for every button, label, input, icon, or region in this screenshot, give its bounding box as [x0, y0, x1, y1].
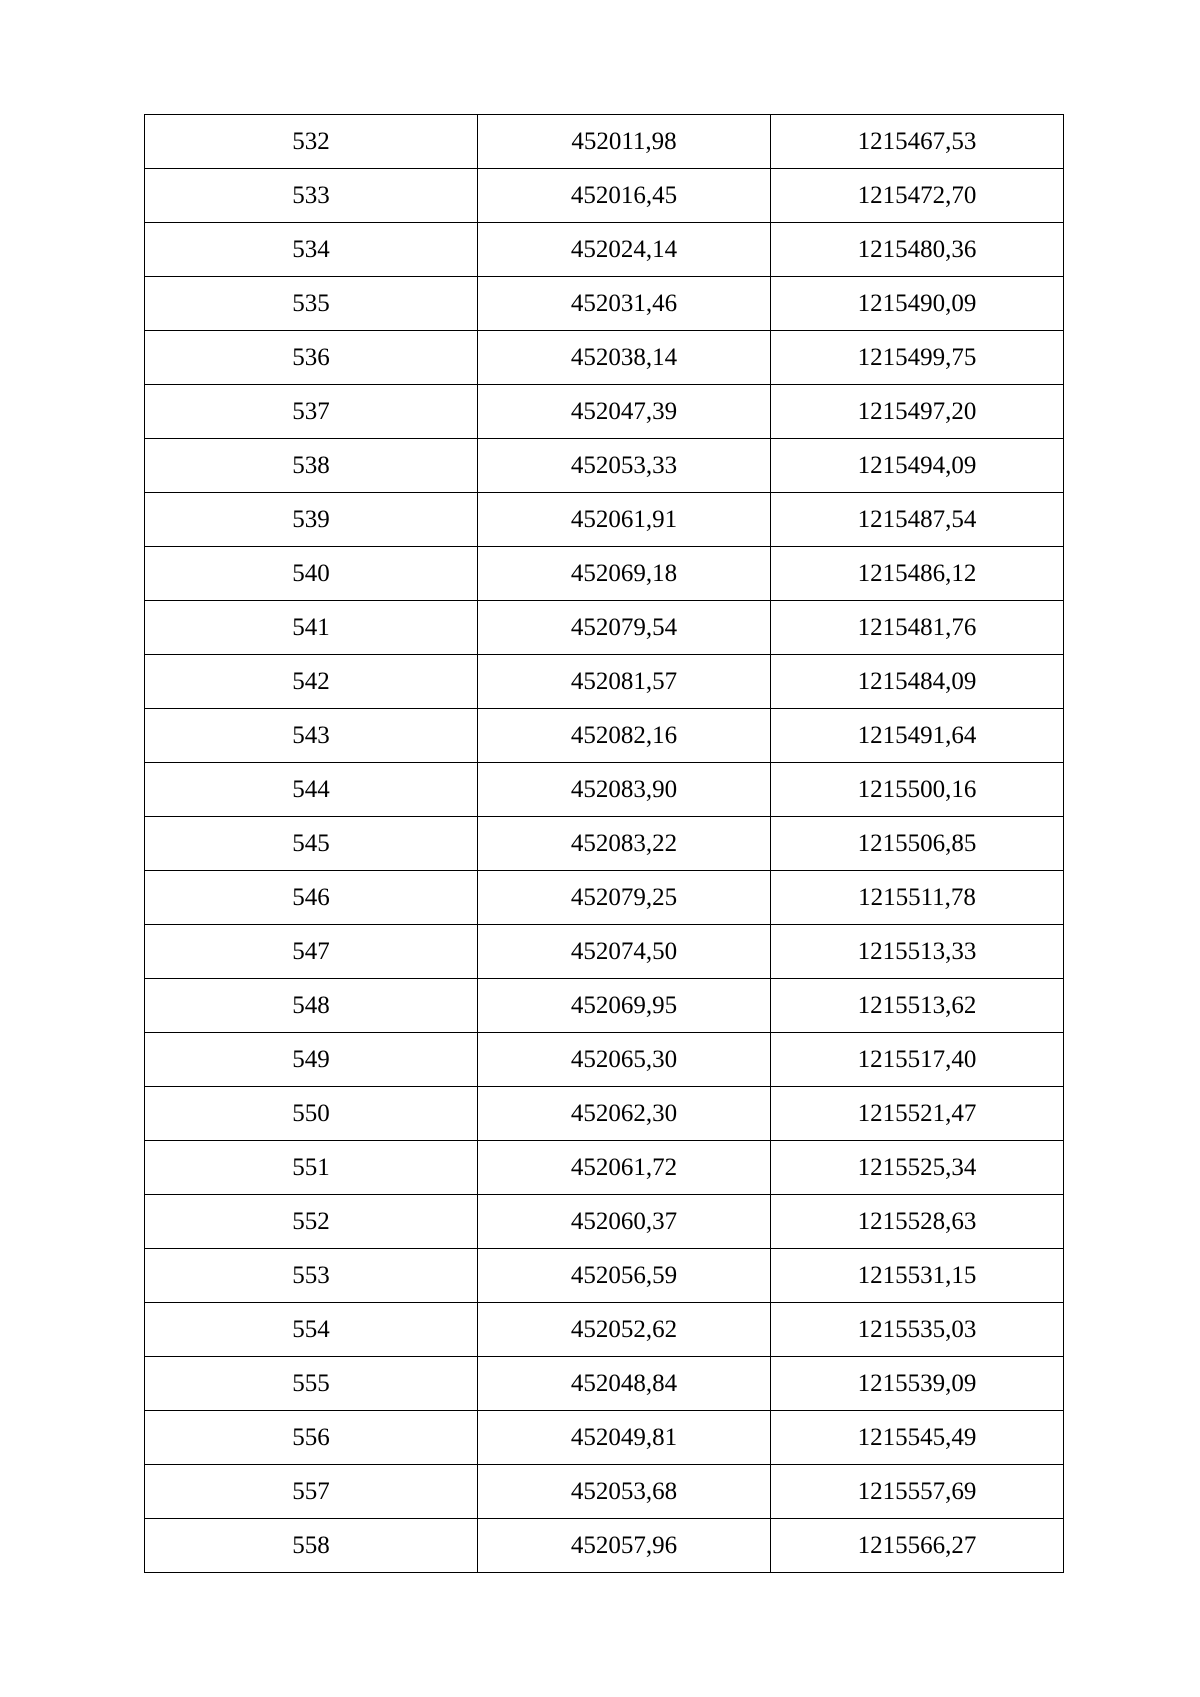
point-number-cell: 546 [145, 871, 478, 925]
point-number-cell: 535 [145, 277, 478, 331]
table-row [145, 223, 1064, 277]
x-coordinate-cell: 452083,22 [478, 817, 771, 871]
point-number-cell: 534 [145, 223, 478, 277]
y-coordinate-cell: 1215513,33 [771, 925, 1064, 979]
point-number-cell: 557 [145, 1465, 478, 1519]
table-row [145, 1357, 1064, 1411]
point-number-cell: 541 [145, 601, 478, 655]
x-coordinate-cell: 452038,14 [478, 331, 771, 385]
y-coordinate-cell: 1215535,03 [771, 1303, 1064, 1357]
point-number-cell: 543 [145, 709, 478, 763]
table-row [145, 385, 1064, 439]
x-coordinate-cell: 452031,46 [478, 277, 771, 331]
x-coordinate-cell: 452056,59 [478, 1249, 771, 1303]
table-row [145, 1249, 1064, 1303]
y-coordinate-cell: 1215528,63 [771, 1195, 1064, 1249]
table-row [145, 979, 1064, 1033]
y-coordinate-cell: 1215484,09 [771, 655, 1064, 709]
table-row [145, 871, 1064, 925]
y-coordinate-cell: 1215511,78 [771, 871, 1064, 925]
x-coordinate-cell: 452047,39 [478, 385, 771, 439]
y-coordinate-cell: 1215525,34 [771, 1141, 1064, 1195]
table-row [145, 1411, 1064, 1465]
point-number-cell: 542 [145, 655, 478, 709]
table-row [145, 1141, 1064, 1195]
y-coordinate-cell: 1215486,12 [771, 547, 1064, 601]
x-coordinate-cell: 452069,95 [478, 979, 771, 1033]
point-number-cell: 539 [145, 493, 478, 547]
y-coordinate-cell: 1215531,15 [771, 1249, 1064, 1303]
point-number-cell: 554 [145, 1303, 478, 1357]
table-row [145, 115, 1064, 169]
x-coordinate-cell: 452016,45 [478, 169, 771, 223]
table-row [145, 1195, 1064, 1249]
point-number-cell: 545 [145, 817, 478, 871]
table-row [145, 1087, 1064, 1141]
point-number-cell: 533 [145, 169, 478, 223]
y-coordinate-cell: 1215557,69 [771, 1465, 1064, 1519]
x-coordinate-cell: 452069,18 [478, 547, 771, 601]
y-coordinate-cell: 1215566,27 [771, 1519, 1064, 1573]
x-coordinate-cell: 452082,16 [478, 709, 771, 763]
x-coordinate-cell: 452065,30 [478, 1033, 771, 1087]
table-row [145, 601, 1064, 655]
x-coordinate-cell: 452079,54 [478, 601, 771, 655]
point-number-cell: 550 [145, 1087, 478, 1141]
x-coordinate-cell: 452057,96 [478, 1519, 771, 1573]
table-row [145, 1519, 1064, 1573]
table-row [145, 547, 1064, 601]
y-coordinate-cell: 1215521,47 [771, 1087, 1064, 1141]
table-row [145, 763, 1064, 817]
y-coordinate-cell: 1215472,70 [771, 169, 1064, 223]
point-number-cell: 538 [145, 439, 478, 493]
y-coordinate-cell: 1215545,49 [771, 1411, 1064, 1465]
point-number-cell: 540 [145, 547, 478, 601]
table-row [145, 493, 1064, 547]
table-row [145, 331, 1064, 385]
point-number-cell: 552 [145, 1195, 478, 1249]
y-coordinate-cell: 1215497,20 [771, 385, 1064, 439]
y-coordinate-cell: 1215513,62 [771, 979, 1064, 1033]
point-number-cell: 537 [145, 385, 478, 439]
point-number-cell: 556 [145, 1411, 478, 1465]
point-number-cell: 553 [145, 1249, 478, 1303]
x-coordinate-cell: 452062,30 [478, 1087, 771, 1141]
coordinates-table [144, 114, 1064, 1573]
x-coordinate-cell: 452024,14 [478, 223, 771, 277]
table-row [145, 655, 1064, 709]
y-coordinate-cell: 1215481,76 [771, 601, 1064, 655]
x-coordinate-cell: 452049,81 [478, 1411, 771, 1465]
table-row [145, 169, 1064, 223]
y-coordinate-cell: 1215499,75 [771, 331, 1064, 385]
x-coordinate-cell: 452048,84 [478, 1357, 771, 1411]
x-coordinate-cell: 452074,50 [478, 925, 771, 979]
table-row [145, 1303, 1064, 1357]
x-coordinate-cell: 452011,98 [478, 115, 771, 169]
point-number-cell: 555 [145, 1357, 478, 1411]
point-number-cell: 551 [145, 1141, 478, 1195]
y-coordinate-cell: 1215539,09 [771, 1357, 1064, 1411]
y-coordinate-cell: 1215480,36 [771, 223, 1064, 277]
x-coordinate-cell: 452081,57 [478, 655, 771, 709]
x-coordinate-cell: 452052,62 [478, 1303, 771, 1357]
point-number-cell: 558 [145, 1519, 478, 1573]
y-coordinate-cell: 1215500,16 [771, 763, 1064, 817]
x-coordinate-cell: 452060,37 [478, 1195, 771, 1249]
y-coordinate-cell: 1215467,53 [771, 115, 1064, 169]
table-row [145, 709, 1064, 763]
y-coordinate-cell: 1215494,09 [771, 439, 1064, 493]
x-coordinate-cell: 452053,33 [478, 439, 771, 493]
y-coordinate-cell: 1215490,09 [771, 277, 1064, 331]
y-coordinate-cell: 1215506,85 [771, 817, 1064, 871]
y-coordinate-cell: 1215491,64 [771, 709, 1064, 763]
x-coordinate-cell: 452061,72 [478, 1141, 771, 1195]
point-number-cell: 548 [145, 979, 478, 1033]
table-row [145, 439, 1064, 493]
x-coordinate-cell: 452053,68 [478, 1465, 771, 1519]
table-row [145, 1033, 1064, 1087]
point-number-cell: 547 [145, 925, 478, 979]
point-number-cell: 549 [145, 1033, 478, 1087]
x-coordinate-cell: 452083,90 [478, 763, 771, 817]
table-row [145, 817, 1064, 871]
y-coordinate-cell: 1215517,40 [771, 1033, 1064, 1087]
point-number-cell: 544 [145, 763, 478, 817]
x-coordinate-cell: 452061,91 [478, 493, 771, 547]
y-coordinate-cell: 1215487,54 [771, 493, 1064, 547]
coordinates-table-body [145, 115, 1064, 1573]
table-row [145, 277, 1064, 331]
point-number-cell: 536 [145, 331, 478, 385]
point-number-cell: 532 [145, 115, 478, 169]
x-coordinate-cell: 452079,25 [478, 871, 771, 925]
table-row [145, 1465, 1064, 1519]
table-row [145, 925, 1064, 979]
